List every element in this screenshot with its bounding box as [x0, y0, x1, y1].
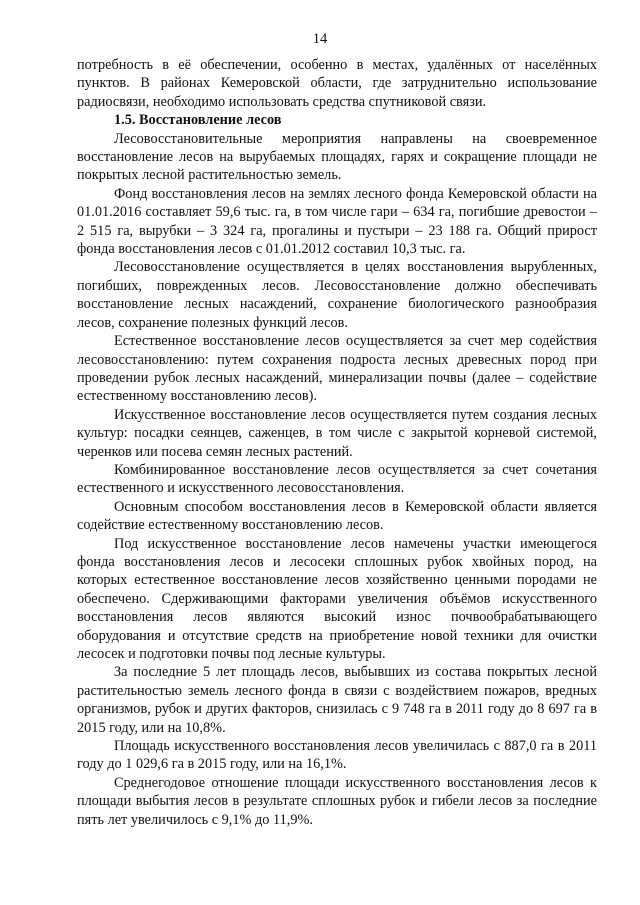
paragraph-fund-statistics: Фонд восстановления лесов на землях лесного фонда Кемеровской области на 01.01.2016 составляет 59,6 тыс. га, в том числе гари – 634 га, погибшие древостои – 2 515 га, вырубки – 3 324 га, прогалины и пустыри – 23 188 га. Общий прирост фонда восстановления лесов с 01.01.2012 составил 10,3 тыс. га. — [77, 185, 597, 258]
paragraph-planned-sites: Под искусственное восстановление лесов намечены участки имеющегося фонда восстановления лесов и лесосеки сплошных рубок хвойных пород, на которых естественное восстановление лесов хозяйственно ценными породами не обеспечено. Сдерживающими факторами увеличения объёмов искусственного восстановления лесов являются высокий износ почвообрабатывающего оборудования и отсутствие средств на приобретение новой техники для очистки лесосек и подготовки почвы под лесные культуры. — [77, 535, 597, 662]
intro-paragraph: потребность в её обеспечении, особенно в местах, удалённых от населённых пунктов. В районах Кемеровской области, где затруднительно использование радиосвязи, необходимо использовать средства спутниковой связи. — [77, 57, 597, 110]
paragraph-combined-restoration: Комбинированное восстановление лесов осуществляется за счет сочетания естественного и искусственного лесовосстановления. — [77, 461, 597, 497]
document-body — [77, 56, 597, 829]
paragraph-artificial-restoration: Искусственное восстановление лесов осуществляется путем создания лесных культур: посадки сеянцев, саженцев, в том числе с закрытой корневой системой, черенков или посева семян лесных растений. — [77, 406, 597, 460]
page-number: 14 — [312, 31, 328, 47]
paragraph-reforestation-goals: Лесовосстановление осуществляется в целях восстановления вырубленных, погибших, поврежденных лесов. Лесовосстановление должно обеспечивать восстановление лесных насаждений, сохранение биологического разнообразия лесов, сохранение полезных функций лесов. — [77, 259, 597, 331]
paragraph-main-method: Основным способом восстановления лесов в Кемеровской области является содействие естественному восстановлению лесов. — [77, 498, 597, 534]
paragraph-natural-restoration: Естественное восстановление лесов осуществляется за счет мер содействия лесовосстановлению: путем сохранения подроста лесных древесных пород при проведении рубок лесных насаждений, минерализации почвы (далее – содействие естественному восстановлению лесов). — [77, 333, 597, 405]
paragraph-ratio-trend: Среднегодовое отношение площади искусственного восстановления лесов к площади выбытия лесов в результате сплошных рубок и гибели лесов за последние пять лет увеличилось с 9,1% до 11,9%. — [77, 774, 597, 828]
paragraph-purpose: Лесовосстановительные мероприятия направлены на своевременное восстановление лесов на вырубаемых площадях, гарях и сокращение площади не покрытых лесной растительностью земель. — [77, 130, 597, 184]
paragraph-forest-loss-trend: За последние 5 лет площадь лесов, выбывших из состава покрытых лесной растительностью земель лесного фонда в связи с воздействием пожаров, вредных организмов, рубок и других факторов, снизилась с 9 748 га в 2011 году до 8 697 га в 2015 году, или на 10,8%. — [77, 664, 597, 736]
paragraph-artificial-area-trend: Площадь искусственного восстановления лесов увеличилась с 887,0 га в 2011 году до 1 029,6 га в 2015 году, или на 16,1%. — [77, 738, 597, 773]
section-heading: 1.5. Восстановление лесов — [114, 112, 282, 129]
